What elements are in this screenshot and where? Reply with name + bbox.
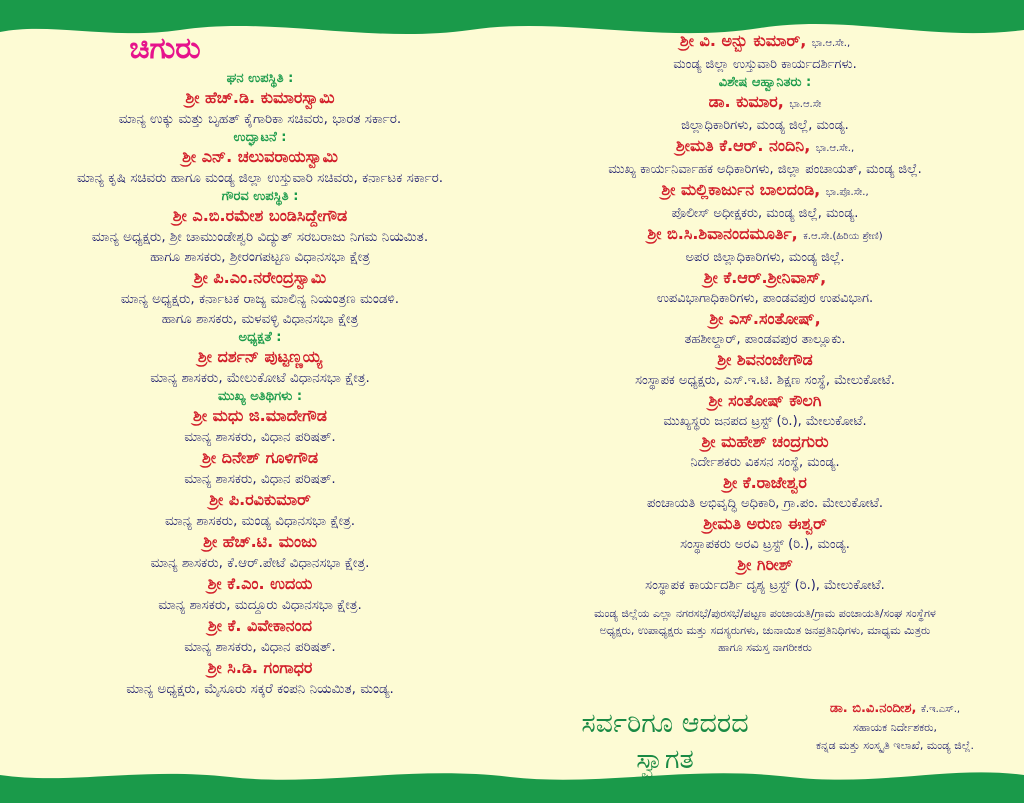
guest-designation: ಮಾನ್ಯ ಶಾಸಕರು, ಮೇಲುಕೋಟೆ ವಿಧಾನಸಭಾ ಕ್ಷೇತ್ರ. [150,370,370,386]
title-suffix: ಕ.ಆ.ಸೇ.(ಹಿರಿಯ ಶ್ರೇಣಿ) [803,231,883,242]
invitation-note [535,605,995,656]
guest-name: ಶ್ರೀ ಸಂತೋಷ್ ಕೌಲಗಿ [708,391,822,410]
guest-designation: ತಹಶೀಲ್ದಾರ್, ಪಾಂಡವಪುರ ತಾಲ್ಲೂಕು. [684,332,846,347]
guest-name: ಶ್ರೀ ಎ.ಬಿ.ರಮೇಶ ಬಂಡಿಸಿದ್ದೇಗೌಡ [172,206,348,225]
guest-designation: ಮಾನ್ಯ ಅಧ್ಯಕ್ಷರು, ಕರ್ನಾಟಕ ರಾಜ್ಯ ಮಾಲಿನ್ಯ ನಿಯಂತ್ರಣ ಮಂಡಳಿ. [120,291,400,307]
guest-designation: ಮಾನ್ಯ ಉಕ್ಕು ಮತ್ತು ಬೃಹತ್ ಕೈಗಾರಿಕಾ ಸಚಿವರು, ಭಾರತ ಸರ್ಕಾರ. [118,111,402,127]
signatory-name: ಡಾ. ಬಿ.ವಿ.ನಂದೀಶ, ಕೆ.ಇ.ಎಸ್., [829,701,961,716]
guest-name: ಶ್ರೀ ವಿ. ಅನ್ಬು ಕುಮಾರ್, ಭಾ.ಆ.ಸೇ., [679,31,851,50]
welcome-line: ಸರ್ವರಿಗೂ ಆದರದ [581,708,749,739]
welcome-message [560,706,770,778]
guest-designation: ಪಂಚಾಯತಿ ಅಭಿವೃದ್ಧಿ ಅಧಿಕಾರಿ, ಗ್ರಾ.ಪಂ. ಮೇಲುಕೋಟೆ. [646,496,884,511]
guest-name: ಶ್ರೀ ಶಿವನಂಜೇಗೌಡ [717,350,813,369]
signatory-designation: ಸಹಾಯಕ ನಿರ್ದೇಶಕರು, [853,721,937,734]
guest-name: ಶ್ರೀ ಹೆಚ್.ಡಿ. ಕುಮಾರಸ್ವಾಮಿ [185,88,335,107]
guest-name: ಶ್ರೀ ದಿನೇಶ್ ಗೂಳಿಗೌಡ [201,448,319,467]
guest-name: ಶ್ರೀ ಕೆ.ಎಂ. ಉದಯ [207,574,313,593]
guest-name: ಶ್ರೀ ಪಿ.ರವಿಕುಮಾರ್ [209,490,311,509]
signatory-department: ಕನ್ನಡ ಮತ್ತು ಸಂಸ್ಕೃತಿ ಇಲಾಖೆ, ಮಂಡ್ಯ ಜಿಲ್ಲೆ. [816,739,974,752]
guest-designation: ಮಾನ್ಯ ಶಾಸಕರು, ಕೆ.ಆರ್.ಪೇಟೆ ವಿಧಾನಸಭಾ ಕ್ಷೇತ್ರ. [150,555,370,571]
guest-designation: ಮಾನ್ಯ ಕೃಷಿ ಸಚಿವರು ಹಾಗೂ ಮಂಡ್ಯ ಜಿಲ್ಲಾ ಉಸ್ತುವಾರಿ ಸಚಿವರು, ಕರ್ನಾಟಕ ಸರ್ಕಾರ. [76,170,444,186]
guest-designation: ಮಾನ್ಯ ಅಧ್ಯಕ್ಷರು, ಮೈಸೂರು ಸಕ್ಕರೆ ಕಂಪನಿ ನಿಯಮಿತ, ಮಂಡ್ಯ. [126,681,394,697]
note-line: ಮಂಡ್ಯ ಜಿಲ್ಲೆಯ ಎಲ್ಲಾ ನಗರಸಭೆ/ಪುರಸಭೆ/ಪಟ್ಟಣ ಪಂಚಾಯತಿ/ಗ್ರಾಮ ಪಂಚಾಯತಿ/ಸಂಘ ಸಂಸ್ಥೆಗಳ [594,607,936,620]
guest-designation: ಅಪರ ಜಿಲ್ಲಾಧಿಕಾರಿಗಳು, ಮಂಡ್ಯ ಜಿಲ್ಲೆ. [685,250,845,265]
guest-designation: ಸಂಸ್ಥಾಪಕ ಅಧ್ಯಕ್ಷರು, ಎಸ್.ಇ.ಟಿ. ಶಿಕ್ಷಣ ಸಂಸ್ಥೆ, ಮೇಲುಕೋಟೆ. [635,373,895,388]
event-title: ಚಿಗುರು [129,31,201,66]
guest-name: ಶ್ರೀ ಎಸ್.ಸಂತೋಷ್, [709,309,821,328]
guest-designation: ಮುಖ್ಯ ಕಾರ್ಯನಿರ್ವಾಹಕ ಅಧಿಕಾರಿಗಳು, ಜಿಲ್ಲಾ ಪಂಚಾಯತ್, ಮಂಡ್ಯ ಜಿಲ್ಲೆ. [608,162,922,177]
bottom-wave-border [0,761,1024,803]
note-line: ಅಧ್ಯಕ್ಷರು, ಉಪಾಧ್ಯಕ್ಷರು ಮತ್ತು ಸದಸ್ಯರುಗಳು, ಚುನಾಯಿತ ಜನಪ್ರತಿನಿಧಿಗಳು, ಮಾಧ್ಯಮ ಮಿತ್ರರು [599,624,931,637]
guest-designation: ಉಪವಿಭಾಗಾಧಿಕಾರಿಗಳು, ಪಾಂಡವಪುರ ಉಪವಿಭಾಗ. [656,291,874,306]
guest-designation: ನಿರ್ದೇಶಕರು ವಿಕಸನ ಸಂಸ್ಥೆ, ಮಂಡ್ಯ. [690,455,840,470]
welcome-line: ಸ್ವಾಗತ [636,744,694,775]
guest-name: ಶ್ರೀ ಎನ್. ಚಲುವರಾಯಸ್ವಾಮಿ [182,147,338,166]
guest-designation: ಮುಖ್ಯಸ್ಥರು ಜನಪದ ಟ್ರಸ್ಟ್ (ರಿ.), ಮೇಲುಕೋಟೆ. [663,414,867,429]
guest-name: ಶ್ರೀ ಸಿ.ಡಿ. ಗಂಗಾಧರ [207,658,313,677]
guest-designation: ಜಿಲ್ಲಾಧಿಕಾರಿಗಳು, ಮಂಡ್ಯ ಜಿಲ್ಲೆ, ಮಂಡ್ಯ. [681,118,849,133]
right-column [535,30,995,656]
guest-designation: ಪೊಲೀಸ್ ಅಧೀಕ್ಷಕರು, ಮಂಡ್ಯ ಜಿಲ್ಲೆ, ಮಂಡ್ಯ. [671,206,859,221]
left-guest-list [40,70,480,699]
guest-name: ಶ್ರೀ ಪಿ.ಎಂ.ನರೇಂದ್ರಸ್ವಾಮಿ [193,268,327,287]
section-heading: ವಿಶೇಷ ಆಹ್ವಾನಿತರು : [718,75,812,90]
title-suffix: ಭಾ.ಆ.ಸೇ., [815,143,855,154]
guest-name: ಶ್ರೀ ಮಧು ಜಿ.ಮಾದೇಗೌಡ [193,406,327,425]
guest-name: ಶ್ರೀ ಮಹೇಶ್ ಚಂದ್ರಗುರು [701,432,829,451]
note-line: ಹಾಗೂ ಸಮಸ್ತ ನಾಗರೀಕರು [718,641,812,654]
guest-name: ಶ್ರೀ ಕೆ. ವಿವೇಕಾನಂದ [207,616,313,635]
guest-designation: ಮಂಡ್ಯ ಜಿಲ್ಲಾ ಉಸ್ತುವಾರಿ ಕಾರ್ಯದರ್ಶಿಗಳು. [673,57,857,72]
guest-designation: ಹಾಗೂ ಶಾಸಕರು, ಮಳವಳ್ಳಿ ವಿಧಾನಸಭಾ ಕ್ಷೇತ್ರ [161,311,359,327]
signature-block [780,700,1010,755]
guest-name: ಶ್ರೀ ಕೆ.ಆರ್.ಶ್ರೀನಿವಾಸ್, [703,268,827,287]
guest-name: ಶ್ರೀ ಬಿ.ಸಿ.ಶಿವಾನಂದಮೂರ್ತಿ, ಕ.ಆ.ಸೇ.(ಹಿರಿಯ ಶ್ರೇಣಿ) [647,224,883,243]
guest-designation: ಮಾನ್ಯ ಶಾಸಕರು, ವಿಧಾನ ಪರಿಷತ್. [184,639,336,655]
section-heading: ಗೌರವ ಉಪಸ್ಥಿತಿ : [221,189,299,204]
guest-name: ಶ್ರೀ ಗಿರೀಶ್ [737,555,793,574]
signatory-suffix: ಕೆ.ಇ.ಎಸ್., [920,704,961,715]
section-heading: ಘನ ಉಪಸ್ಥಿತಿ : [226,71,294,86]
guest-name: ಡಾ. ಕುಮಾರ, ಭಾ.ಆ.ಸೇ [708,92,822,111]
guest-designation: ಮಾನ್ಯ ಶಾಸಕರು, ವಿಧಾನ ಪರಿಷತ್. [184,471,336,487]
guest-designation: ಸಂಸ್ಥಾಪಕರು ಅರವಿ ಟ್ರಸ್ಟ್ (ರಿ.), ಮಂಡ್ಯ. [680,537,850,552]
guest-name: ಶ್ರೀಮತಿ ಕೆ.ಆರ್. ನಂದಿನಿ, ಭಾ.ಆ.ಸೇ., [675,136,855,155]
guest-name: ಶ್ರೀಮತಿ ಅರುಣ ಈಶ್ವರ್ [703,514,827,533]
guest-designation: ಸಂಸ್ಥಾಪಕ ಕಾರ್ಯದರ್ಶಿ ದೃಶ್ಯ ಟ್ರಸ್ಟ್ (ರಿ.), ಮೇಲುಕೋಟೆ. [645,578,885,593]
guest-designation: ಮಾನ್ಯ ಶಾಸಕರು, ಮಂಡ್ಯ ವಿಧಾನಸಭಾ ಕ್ಷೇತ್ರ. [164,513,355,529]
guest-designation: ಮಾನ್ಯ ಶಾಸಕರು, ವಿಧಾನ ಪರಿಷತ್. [184,429,336,445]
section-heading: ಉದ್ಘಾಟನೆ : [233,130,287,145]
guest-designation: ಹಾಗೂ ಶಾಸಕರು, ಶ್ರೀರಂಗಪಟ್ಟಣ ವಿಧಾನಸಭಾ ಕ್ಷೇತ್ರ [150,249,370,265]
guest-name: ಶ್ರೀ ಕೆ.ರಾಜೇಶ್ವರ [723,473,807,492]
guest-name: ಶ್ರೀ ಹೆಚ್.ಟಿ. ಮಂಜು [203,532,317,551]
guest-designation: ಮಾನ್ಯ ಶಾಸಕರು, ಮದ್ದೂರು ವಿಧಾನಸಭಾ ಕ್ಷೇತ್ರ. [158,597,362,613]
title-suffix: ಭಾ.ಪೊ.ಸೇ., [825,187,869,198]
guest-name: ಶ್ರೀ ದರ್ಶನ್ ಪುಟ್ಟಣ್ಣಯ್ಯ [197,347,323,366]
title-suffix: ಭಾ.ಆ.ಸೇ., [811,38,851,49]
section-heading: ಅಧ್ಯಕ್ಷತೆ : [238,330,282,345]
section-heading: ಮುಖ್ಯ ಅತಿಥಿಗಳು : [217,389,303,404]
right-guest-list [535,30,995,595]
left-column [40,30,480,699]
guest-designation: ಮಾನ್ಯ ಅಧ್ಯಕ್ಷರು, ಶ್ರೀ ಚಾಮುಂಡೇಶ್ವರಿ ವಿದ್ಯುತ್ ಸರಬರಾಜು ನಿಗಮ ನಿಯಮಿತ. [91,229,429,245]
guest-name: ಶ್ರೀ ಮಲ್ಲಿಕಾರ್ಜುನ ಬಾಲದಂಡಿ, ಭಾ.ಪೊ.ಸೇ., [661,180,869,199]
title-suffix: ಭಾ.ಆ.ಸೇ [789,99,822,110]
